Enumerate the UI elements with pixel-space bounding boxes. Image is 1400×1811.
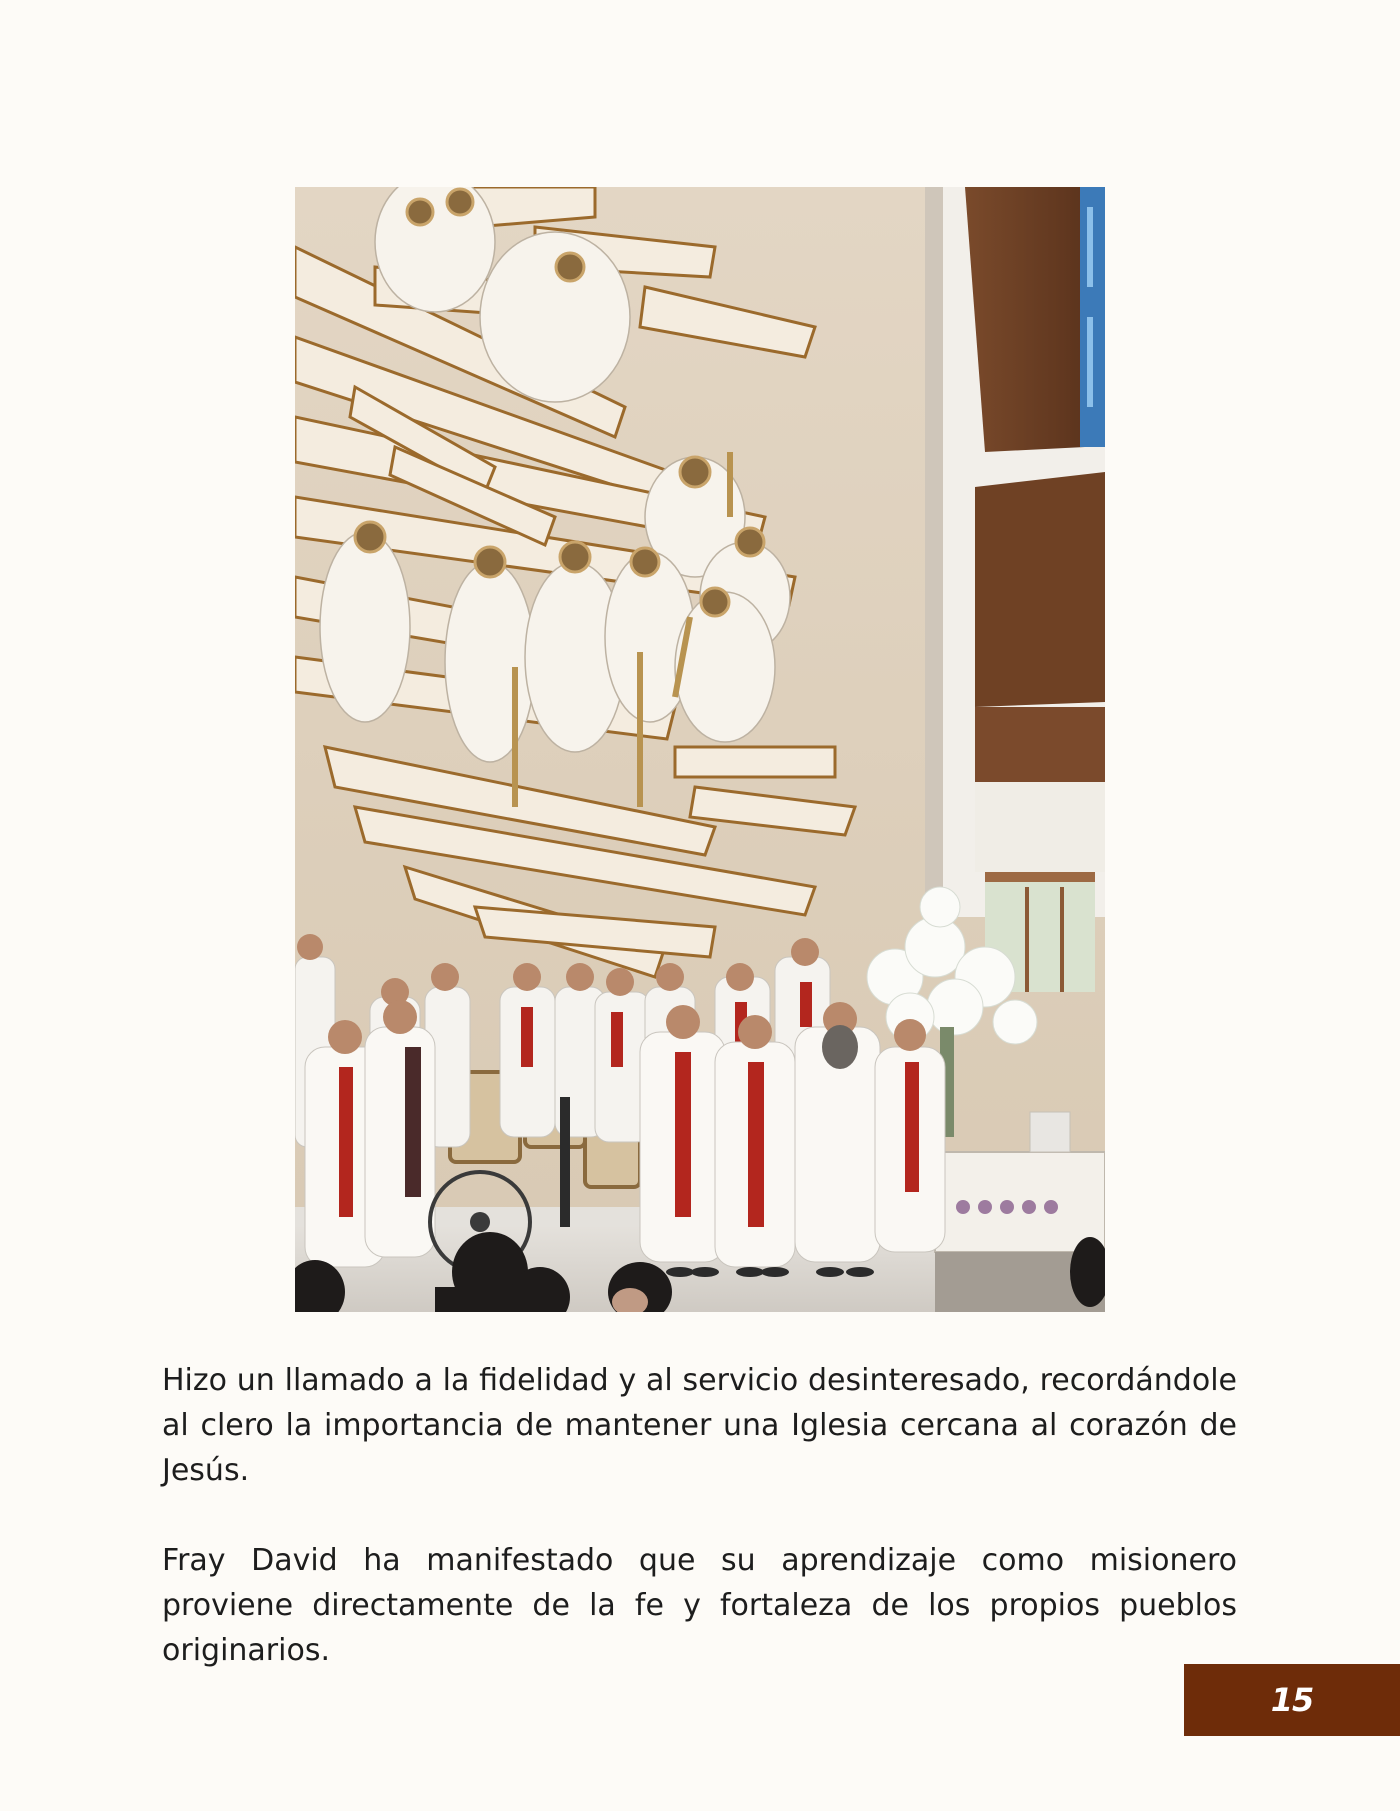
cathedral-photo [295, 187, 1105, 1312]
paragraph-1: Hizo un llamado a la fidelidad y al servicio desinteresado, recordándole al clero la importancia de mantener una Iglesia cercana al corazón de Jesús. [162, 1363, 1237, 1488]
page-number: 15 [1270, 1681, 1314, 1719]
page-number-badge [1184, 1664, 1400, 1736]
article-body [162, 1358, 1237, 1718]
paragraph-2: Fray David ha manifestado que su aprendizaje como misionero proviene directamente de la fe y fortaleza de los propios pueblos originarios. [162, 1543, 1237, 1668]
